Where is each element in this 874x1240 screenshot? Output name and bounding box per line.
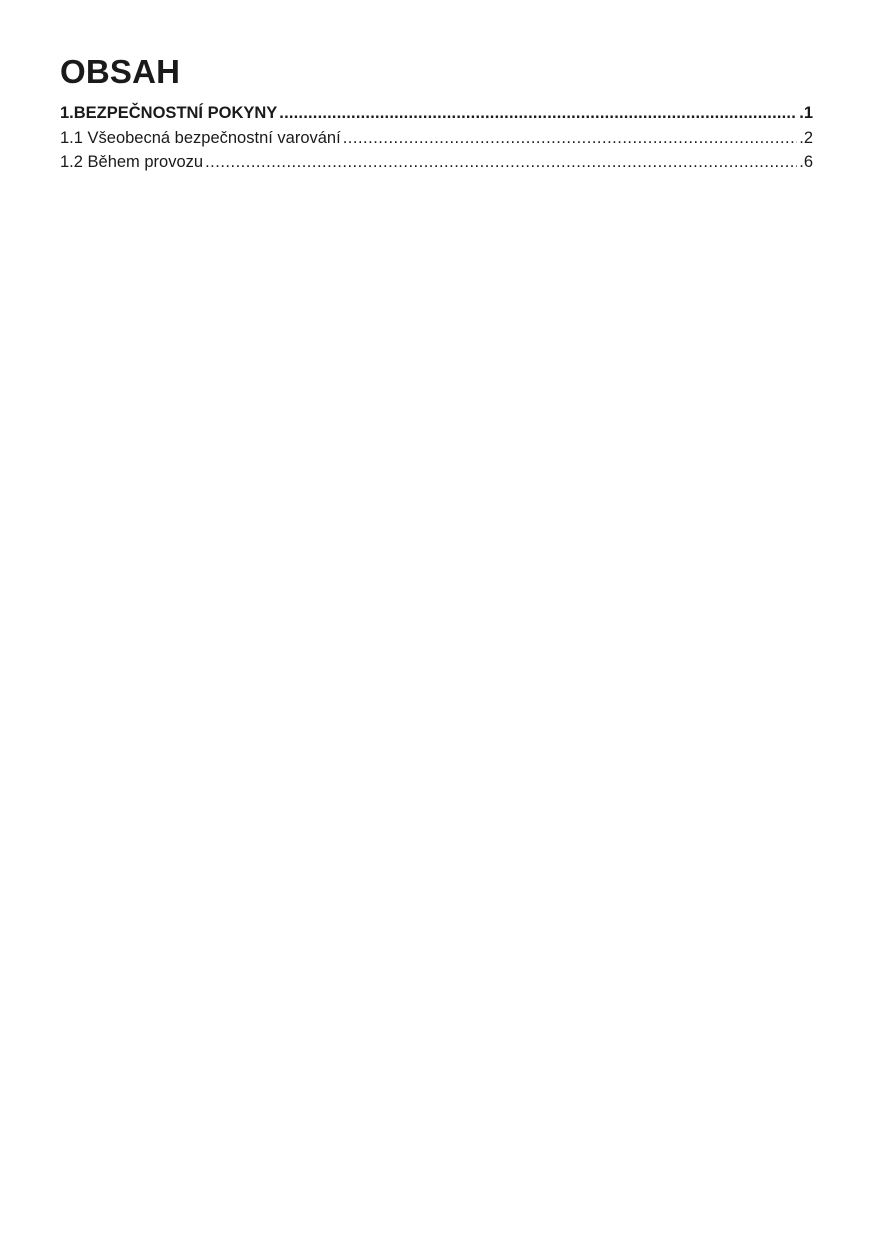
toc-dot-leader [279,101,797,125]
toc-page-number: .1 [799,104,813,122]
toc-dot-leader [205,150,797,174]
toc-subsection-entry[interactable] [60,150,813,174]
toc-page-number: .6 [799,153,813,172]
toc-page-number: .2 [799,128,813,147]
toc-entry-label: 1.1 Všeobecná bezpečnostní varování [60,128,341,147]
toc-entry-label: 1.2 Během provozu [60,153,204,172]
page-title: OBSAH [60,53,181,90]
toc-subsection-entry[interactable] [60,126,813,150]
toc-entry-label: 1.BEZPEČNOSTNÍ POKYNY [60,104,278,122]
toc-section-entry[interactable] [60,101,813,125]
toc-dot-leader [343,126,798,150]
